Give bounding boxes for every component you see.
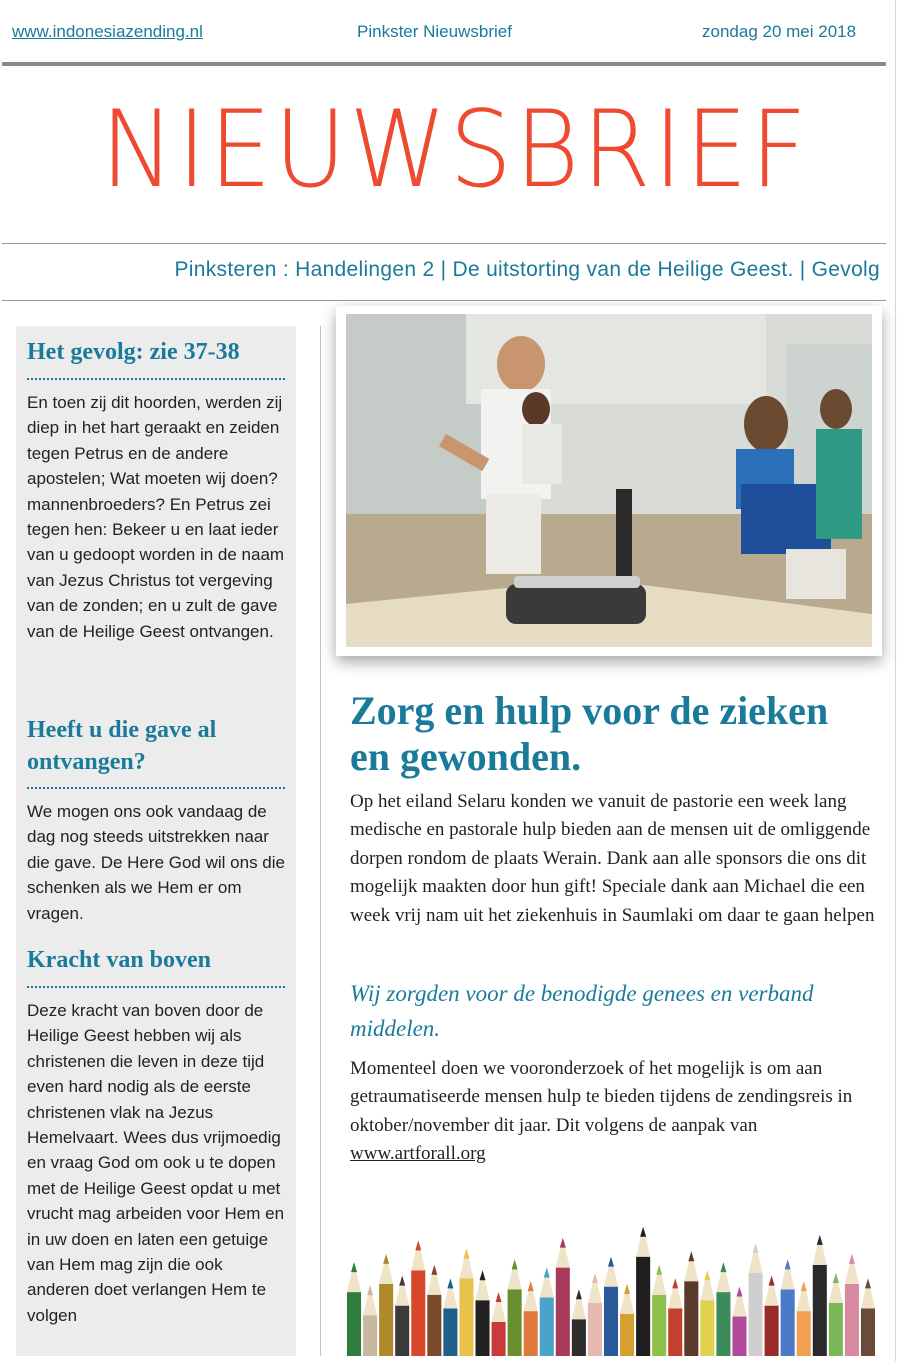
pencil — [411, 1240, 425, 1356]
column-divider — [320, 326, 321, 1356]
sidebar — [16, 326, 296, 1356]
clinic-photo — [346, 314, 872, 647]
pencil — [861, 1278, 875, 1356]
article-paragraph-2-text: Momenteel doen we vooronderzoek of het mogelijk is om aan getraumatiseerde mensen hulp te bieden tijdens de zendingsreis in oktober/november dit jaar. Dit volgens de aanpak van — [350, 1058, 853, 1136]
artforall-link[interactable]: www.artforall.org — [350, 1143, 486, 1165]
website-link[interactable]: www.indonesiazending.nl — [12, 22, 203, 41]
pencil — [379, 1254, 393, 1356]
colored-pencils-illustration — [346, 1220, 876, 1356]
pencil — [620, 1284, 634, 1356]
issue-date: zondag 20 mei 2018 — [702, 22, 857, 41]
pencil — [427, 1265, 441, 1356]
masthead-text: NIEUWSBRIEF — [100, 88, 811, 211]
pencil — [700, 1270, 714, 1356]
clinic-photo-illustration — [346, 314, 872, 647]
sidebar-heading-2: Heeft u die gave al ontvangen? — [27, 717, 217, 775]
pencil — [540, 1268, 554, 1356]
pencil — [636, 1227, 650, 1356]
sidebar-text-1: En toen zij dit hoorden, werden zij diep in het hart geraakt en zeiden tegen Petrus en de andere apostelen; Wat moeten wij doen? mannenbroeders? En Petrus zei tegen hen: Bekeer u en laat ieder van u gedoopt worden in de naam van Jezus Christus tot vergeving van de zonden; en u zult de gave van de Heilige Geest ontvangen. — [27, 393, 285, 641]
subtitle: Pinksteren : Handelingen 2 | De uitstorting van de Heilige Geest. | Gevolg — [174, 258, 880, 281]
pencil — [459, 1248, 473, 1356]
article-paragraph-1: Op het eiland Selaru konden we vanuit de pastorie een week lang medische en pastorale hulp bieden aan de mensen uit de omliggende dorpen rondom de plaats Werain. Dank aan alle sponsors die ons dit mogelijk maakten door hun gift! Speciale dank aan Michael die een week vrij nam uit het ziekenhuis in Saumlaki om daar te gaan helpen — [350, 791, 875, 926]
sidebar-divider-2 — [27, 787, 285, 789]
pencil — [443, 1278, 457, 1356]
pencil — [508, 1259, 522, 1356]
pencil — [797, 1281, 811, 1356]
article-headline: Zorg en hulp voor de zieken en gewonden. — [350, 688, 829, 779]
pencil — [668, 1278, 682, 1356]
pencil — [347, 1262, 361, 1356]
pencil — [395, 1276, 409, 1356]
sidebar-text-2: We mogen ons ook vandaag de dag nog steeds uitstrekken naar die gave. De Here God wil ons die schenken als we Hem er om vragen. — [27, 802, 285, 923]
masthead-title — [0, 90, 911, 210]
pencil — [572, 1289, 586, 1356]
pencil — [492, 1292, 506, 1356]
article-subheading: Wij zorgden voor de benodigde genees en verband middelen. — [350, 981, 814, 1041]
pencil — [652, 1265, 666, 1356]
sidebar-divider-1 — [27, 378, 285, 380]
pencil — [765, 1276, 779, 1356]
sidebar-text-3: Deze kracht van boven door de Heilige Geest hebben wij als christenen die leven in deze tijd even hard nodig als de eerste christenen vlak na Jezus Hemelvaart. Wees dus vrijmoedig en vraag God om ook u te dopen met de Heilige Geest opdat u met vrucht mag arbeiden voor Hem en in uw doen en laten een getuige van Hem mag zijn die ook anderen doet verlangen Hem te volgen — [27, 1001, 285, 1325]
sidebar-heading-3: Kracht van boven — [27, 947, 212, 973]
article-paragraph-2 — [350, 1055, 880, 1169]
pencil — [684, 1251, 698, 1356]
subtitle-rule-top — [2, 243, 886, 244]
header-rule — [2, 62, 886, 66]
pencil — [604, 1257, 618, 1356]
pencil — [716, 1262, 730, 1356]
pencil — [524, 1281, 538, 1356]
photo-frame — [336, 306, 882, 656]
pencil — [475, 1270, 489, 1356]
pencil — [732, 1287, 746, 1356]
pencil — [845, 1254, 859, 1356]
pencil — [363, 1285, 377, 1356]
pencil — [781, 1259, 795, 1356]
newsletter-label: Pinkster Nieuwsbrief — [357, 22, 512, 41]
pencil — [749, 1243, 763, 1356]
sidebar-heading-1: Het gevolg: zie 37-38 — [27, 339, 240, 365]
pencil — [829, 1273, 843, 1356]
pencil — [556, 1238, 570, 1356]
pencil — [813, 1235, 827, 1356]
subtitle-rule-bottom — [2, 300, 886, 301]
sidebar-divider-3 — [27, 986, 285, 988]
pencil — [588, 1273, 602, 1356]
